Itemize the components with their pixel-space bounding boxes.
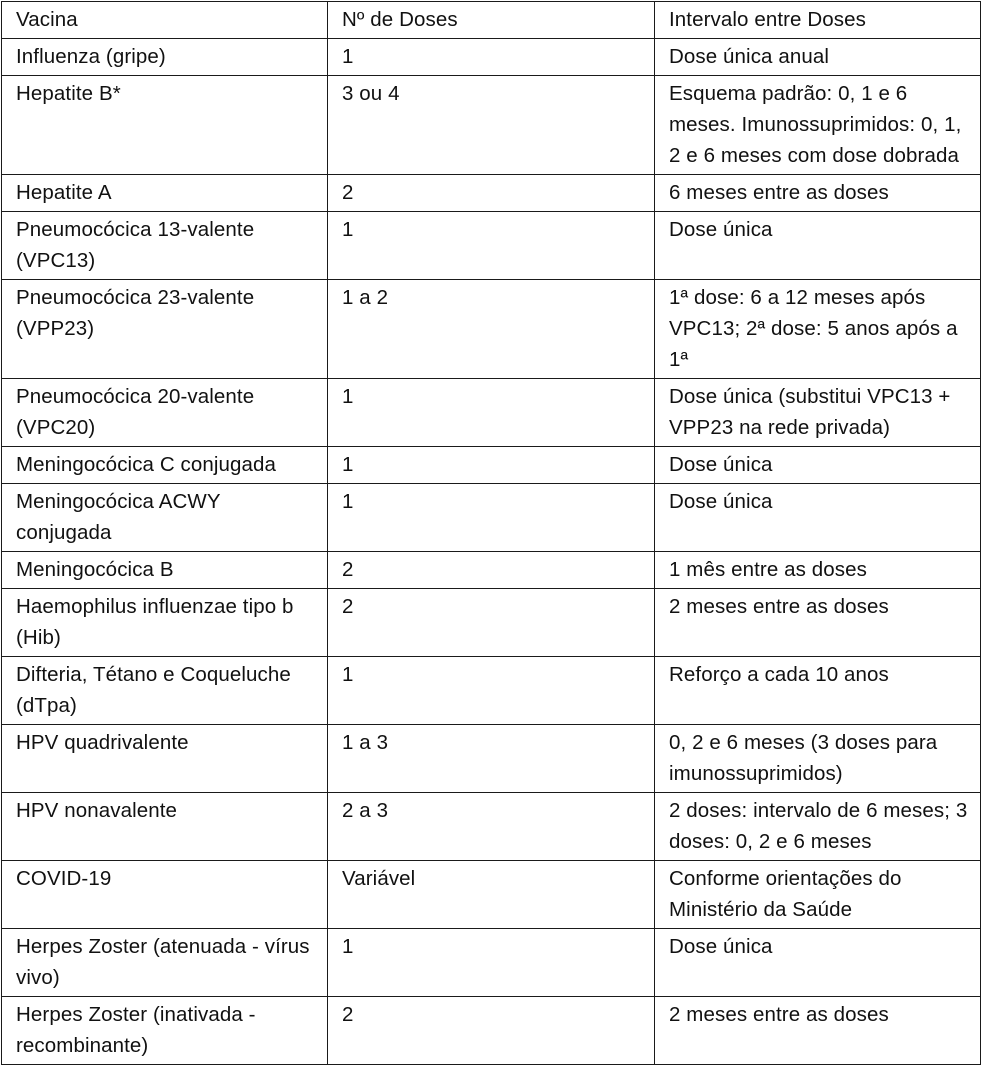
cell-doses: 1 bbox=[328, 39, 655, 76]
header-doses: Nº de Doses bbox=[328, 2, 655, 39]
cell-doses: 2 bbox=[328, 175, 655, 212]
cell-intervalo: Dose única bbox=[655, 447, 981, 484]
cell-intervalo: Reforço a cada 10 anos bbox=[655, 657, 981, 725]
table-row bbox=[2, 793, 981, 861]
table-row bbox=[2, 175, 981, 212]
cell-intervalo: Conforme orientações do Ministério da Saúde bbox=[655, 861, 981, 929]
table-row bbox=[2, 379, 981, 447]
cell-vacina: Herpes Zoster (inativada - recombinante) bbox=[2, 997, 328, 1065]
table-row bbox=[2, 76, 981, 175]
table-row bbox=[2, 929, 981, 997]
cell-intervalo: 1ª dose: 6 a 12 meses após VPC13; 2ª dose: 5 anos após a 1ª bbox=[655, 280, 981, 379]
cell-doses: 2 bbox=[328, 997, 655, 1065]
cell-intervalo: Dose única bbox=[655, 484, 981, 552]
cell-intervalo: Dose única bbox=[655, 929, 981, 997]
cell-vacina: Herpes Zoster (atenuada - vírus vivo) bbox=[2, 929, 328, 997]
table-row bbox=[2, 552, 981, 589]
cell-intervalo: 2 meses entre as doses bbox=[655, 997, 981, 1065]
cell-vacina: Meningocócica ACWY conjugada bbox=[2, 484, 328, 552]
cell-doses: 1 bbox=[328, 379, 655, 447]
table-row bbox=[2, 212, 981, 280]
table-row bbox=[2, 484, 981, 552]
table-body bbox=[2, 39, 981, 1065]
cell-intervalo: 2 doses: intervalo de 6 meses; 3 doses: 0, 2 e 6 meses bbox=[655, 793, 981, 861]
cell-intervalo: Esquema padrão: 0, 1 e 6 meses. Imunossuprimidos: 0, 1, 2 e 6 meses com dose dobrada bbox=[655, 76, 981, 175]
cell-intervalo: Dose única bbox=[655, 212, 981, 280]
cell-vacina: Pneumocócica 13-valente (VPC13) bbox=[2, 212, 328, 280]
cell-doses: Variável bbox=[328, 861, 655, 929]
cell-doses: 1 bbox=[328, 484, 655, 552]
table-row bbox=[2, 861, 981, 929]
cell-vacina: Hepatite B* bbox=[2, 76, 328, 175]
cell-vacina: Pneumocócica 20-valente (VPC20) bbox=[2, 379, 328, 447]
table-row bbox=[2, 39, 981, 76]
table-row bbox=[2, 280, 981, 379]
cell-intervalo: 1 mês entre as doses bbox=[655, 552, 981, 589]
cell-vacina: Pneumocócica 23-valente (VPP23) bbox=[2, 280, 328, 379]
cell-doses: 2 a 3 bbox=[328, 793, 655, 861]
cell-intervalo: 0, 2 e 6 meses (3 doses para imunossuprimidos) bbox=[655, 725, 981, 793]
cell-doses: 2 bbox=[328, 552, 655, 589]
cell-doses: 1 a 3 bbox=[328, 725, 655, 793]
cell-intervalo: Dose única (substitui VPC13 + VPP23 na rede privada) bbox=[655, 379, 981, 447]
cell-vacina: Meningocócica B bbox=[2, 552, 328, 589]
table-header bbox=[2, 2, 981, 39]
table-row bbox=[2, 657, 981, 725]
table-row bbox=[2, 589, 981, 657]
cell-vacina: HPV quadrivalente bbox=[2, 725, 328, 793]
cell-intervalo: 6 meses entre as doses bbox=[655, 175, 981, 212]
cell-doses: 1 bbox=[328, 929, 655, 997]
cell-intervalo: 2 meses entre as doses bbox=[655, 589, 981, 657]
cell-doses: 3 ou 4 bbox=[328, 76, 655, 175]
cell-vacina: Haemophilus influenzae tipo b (Hib) bbox=[2, 589, 328, 657]
cell-doses: 1 bbox=[328, 447, 655, 484]
header-intervalo: Intervalo entre Doses bbox=[655, 2, 981, 39]
cell-vacina: Meningocócica C conjugada bbox=[2, 447, 328, 484]
cell-doses: 1 bbox=[328, 212, 655, 280]
header-row bbox=[2, 2, 981, 39]
table-row bbox=[2, 997, 981, 1065]
table-row bbox=[2, 725, 981, 793]
vaccine-table bbox=[1, 1, 981, 1065]
cell-doses: 2 bbox=[328, 589, 655, 657]
table-row bbox=[2, 447, 981, 484]
cell-intervalo: Dose única anual bbox=[655, 39, 981, 76]
cell-vacina: Influenza (gripe) bbox=[2, 39, 328, 76]
cell-doses: 1 bbox=[328, 657, 655, 725]
cell-vacina: COVID-19 bbox=[2, 861, 328, 929]
cell-vacina: Difteria, Tétano e Coqueluche (dTpa) bbox=[2, 657, 328, 725]
cell-vacina: HPV nonavalente bbox=[2, 793, 328, 861]
header-vacina: Vacina bbox=[2, 2, 328, 39]
cell-doses: 1 a 2 bbox=[328, 280, 655, 379]
cell-vacina: Hepatite A bbox=[2, 175, 328, 212]
